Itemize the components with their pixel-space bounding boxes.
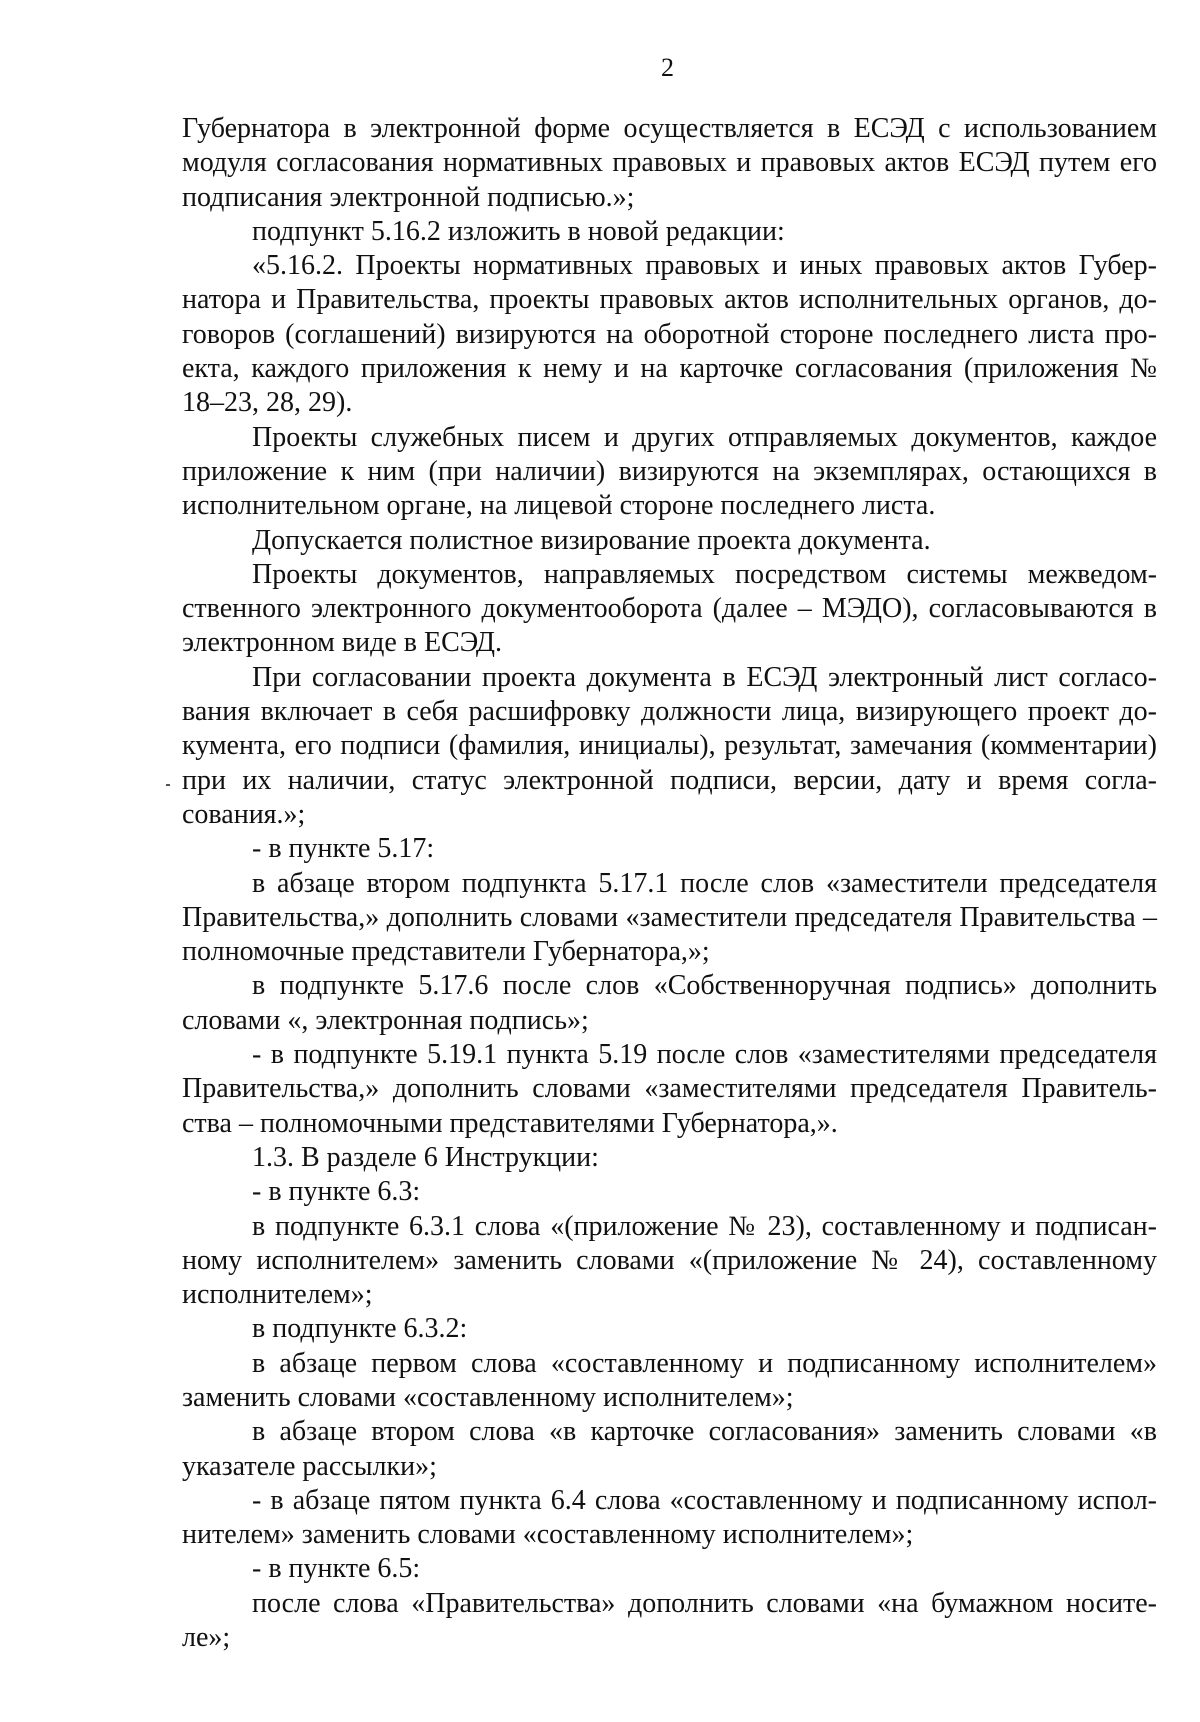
paragraph: Проекты служебных писем и других отправляемых документов, каждое приложение к ним (при наличии) визируются на экземплярах, остающихся в исполнительном органе, на лицевой стороне последнего листа. (182, 421, 1157, 522)
paragraph: Проекты документов, направляемых посредством системы межведомственного электронного документооборота (далее – МЭДО), согласовываются в электронном виде в ЕСЭД. (182, 558, 1157, 659)
paragraph: - в подпункте 5.19.1 пункта 5.19 после слов «заместителями председателя Правительства,» дополнить словами «заместителями председателя Правительства – полномочными представителями Губернатора,». (182, 1039, 1157, 1139)
paragraph: Допускается полистное визирование проекта документа. (252, 524, 931, 556)
paragraph: в абзаце втором слова «в карточке согласования» заменить словами «в указателе рассылки»; (182, 1416, 1157, 1482)
paragraph: При согласовании проекта документа в ЕСЭД электронный лист согласования включает в себя расшифровку должности лица, визирующего проект документа, его подписи (фамилия, инициалы), результат, замечания (комментарии) при их наличии, статус электронной подписи, версии, дату и время согласования.»; (182, 661, 1157, 830)
paragraph: - в абзаце пятом пункта 6.4 слова «составленному и подписанному исполнителем» заменить словами «составленному исполнителем»; (182, 1484, 1157, 1551)
paragraph: в подпункте 5.17.6 после слов «Собственноручная подпись» дополнить словами «, электронная подпись»; (182, 970, 1157, 1036)
paragraph: «5.16.2. Проекты нормативных правовых и иных правовых актов Губернатора и Правительства, проекты правовых актов исполнительных органов, договоров (соглашений) визируются на оборотной стороне последнего листа проекта, каждого приложения к нему и на карточке согласования (приложения № 18–23, 28, 29). (182, 250, 1157, 419)
paragraph: после слова «Правительства» дополнить словами «на бумажном носителе»; (182, 1587, 1157, 1654)
paragraph: - в пункте 5.17: (252, 833, 435, 865)
paragraph: - в пункте 6.5: (252, 1553, 421, 1585)
paragraph: - в пункте 6.3: (252, 1176, 421, 1208)
paragraph: в абзаце первом слова «составленному и подписанному исполнителем» заменить словами «составленному исполнителем»; (182, 1347, 1157, 1413)
paragraph: в подпункте 6.3.2: (252, 1313, 468, 1345)
paragraph: в абзаце втором подпункта 5.17.1 после слов «заместители председателя Правительства,» дополнить словами «заместители председателя Правительства – полномочные представители Губернатора,»; (182, 867, 1157, 968)
paragraph: в подпункте 6.3.1 слова «(приложение № 23), составленному и подписанному исполнителем» заменить словами «(приложение № 24), составленному исполнителем»; (182, 1210, 1157, 1311)
paragraph: 1.3. В разделе 6 Инструкции: (252, 1141, 599, 1173)
paragraph: подпункт 5.16.2 изложить в новой редакции: (252, 215, 785, 247)
scan-artifact-mark (166, 784, 170, 786)
document-body (182, 112, 1157, 1655)
paragraph: Губернатора в электронной форме осуществляется в ЕСЭД с использованием модуля согласования нормативных правовых и правовых актов ЕСЭД путем его подписания электронной подписью.»; (182, 113, 1157, 213)
page-number: 2 (661, 53, 674, 82)
